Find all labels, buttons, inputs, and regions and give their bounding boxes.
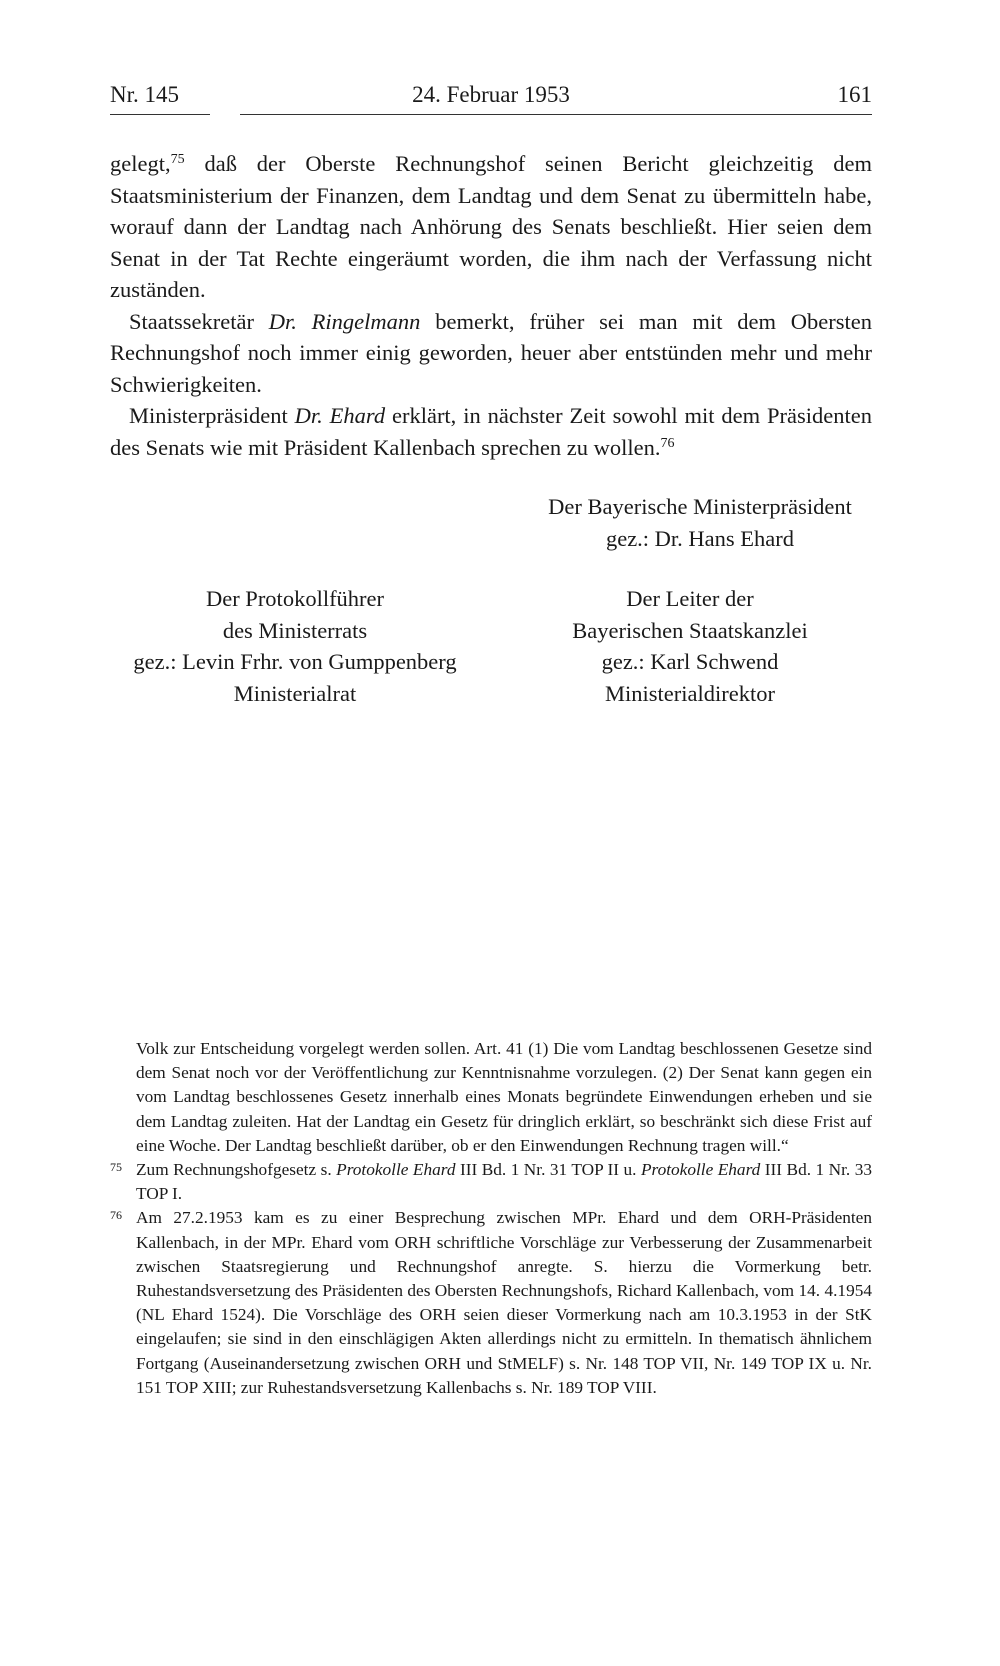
header-rule-left [110,114,210,115]
header-date: 24. Februar 1953 [412,82,570,107]
page-number: 161 [837,82,872,107]
paragraph-3: Ministerpräsident Dr. Ehard erklärt, in nächster Zeit sowohl mit dem Präsidenten des Senats wie mit Präsident Kallenbach sprechen zu wollen.$^{76}$ [110,403,872,460]
signature-protocol-keeper: Der Protokollführer des Ministerrats gez.: Levin Frhr. von Gumppenberg Ministerialrat [133,586,457,706]
footnote-number: 75 [110,1160,122,1175]
speaker-name: Dr. Ringelmann [268,308,421,334]
paragraph-1: gelegt,$^{75}$ daß der Oberste Rechnungshof seinen Bericht gleichzeitig dem Staatsministerium der Finanzen, dem Landtag und dem Senat zu übermitteln habe, worauf dann der Landtag nach Anhörung des Senats beschließt. Hier seien dem Senat in der Tat Rechte eingeräumt worden, die ihm nach der Verfassung nicht zuständen. [110,151,872,302]
footnote-continuation: Volk zur Entscheidung vorgelegt werden sollen. Art. 41 (1) Die vom Landtag beschlossenen Gesetze sind dem Senat noch vor der Veröffentlichung zur Kenntnisnahme vorzulegen. (2) Der Senat kann gegen ein vom Landtag beschlossenes Gesetz innerhalb eines Monats begründete Einwendungen erheben und sie dem Landtag zuleiten. Hat der Landtag ein Gesetz für dringlich erklärt, so beschränkt sich diese Frist auf eine Woche. Der Landtag beschließt darüber, ob er den Einwendungen Rechnung tragen will.“ [136,1039,872,1155]
footnote-75: 75 Zum Rechnungshofgesetz s. Protokolle Ehard III Bd. 1 Nr. 31 TOP II u. Protokolle Ehard III Bd. 1 Nr. 33 TOP I. [110,1158,872,1206]
footnote-ref-76[interactable]: 76 [660,435,675,451]
signature-chancellery-head: Der Leiter der Bayerischen Staatskanzlei gez.: Karl Schwend Ministerialdirektor [572,586,808,706]
footnote-76: 76 Am 27.2.1953 kam es zu einer Besprechung zwischen MPr. Ehard und dem ORH-Präsidenten Kallenbach, in der MPr. Ehard vom ORH schriftliche Vorschläge zur Verbesserung der Zusammenarbeit zwischen Staatsregierung und Rechnungshof anregte. S. hierzu die Vormerkung betr. Ruhestandsversetzung des Präsidenten des Obersten Rechnungshofs, Richard Kallenbach, vom 14. 4.1954 (NL Ehard 1524). Die Vorschläge des ORH seien dieser Vormerkung nach am 10.3.1953 in der StK eingelaufen; sie sind in den einschlägigen Akten allerdings nicht zu ermitteln. In thematisch ähnlichem Fortgang (Auseinandersetzung zwischen ORH und StMELF) s. Nr. 148 TOP VII, Nr. 149 TOP IX u. Nr. 151 TOP XIII; zur Ruhestandsversetzung Kallenbachs s. Nr. 189 TOP VIII. [110,1206,872,1400]
main-text [110,148,872,463]
paragraph-2: Staatssekretär Dr. Ringelmann bemerkt, früher sei man mit dem Obersten Rechnungshof noch immer einig geworden, heuer aber entstünden mehr und mehr Schwierigkeiten. [110,308,872,397]
running-header [110,82,872,118]
document-number: Nr. 145 [110,82,179,107]
footnote-ref-75[interactable]: 75 [170,152,185,167]
speaker-name: Dr. Ehard [294,403,386,428]
footnotes [110,1037,872,1400]
header-rule-right [240,114,872,115]
footnote-number: 76 [110,1208,122,1223]
signature-minister-president: Der Bayerische Ministerpräsident gez.: Dr. Hans Ehard [548,494,852,551]
